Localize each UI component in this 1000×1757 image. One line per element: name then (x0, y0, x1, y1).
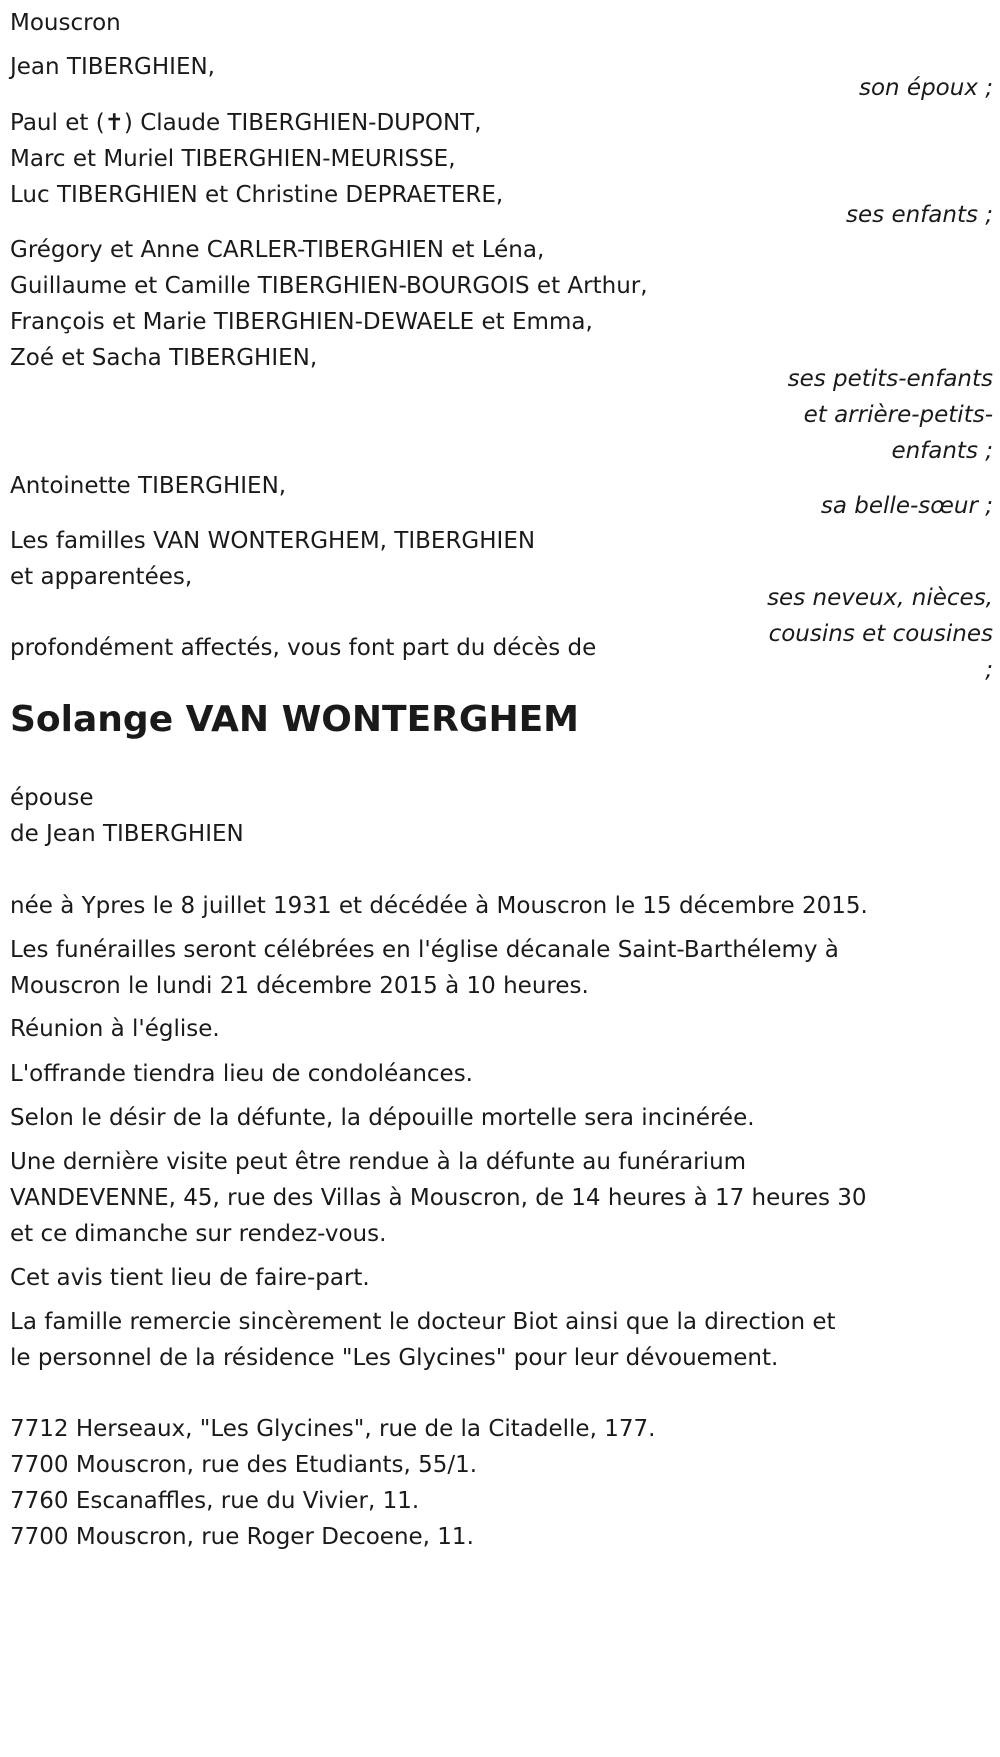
visit-line: VANDEVENNE, 45, rue des Villas à Mouscron, de 14 heures à 17 heures 30 (10, 1185, 867, 1211)
visit-line: et ce dimanche sur rendez-vous. (10, 1221, 387, 1247)
spouse-of-line: épouse (10, 785, 94, 811)
address-line: 7700 Mouscron, rue Roger Decoene, 11. (10, 1524, 474, 1550)
offering: L'offrande tiendra lieu de condoléances. (10, 1061, 473, 1087)
spouse-relation: son époux ; (858, 75, 993, 101)
child-line: Marc et Muriel TIBERGHIEN-MEURISSE, (10, 146, 456, 172)
grandchildren-relation: et arrière-petits- (803, 402, 993, 428)
city: Mouscron (10, 10, 121, 36)
announcement: profondément affectés, vous font part du décès de (10, 635, 597, 661)
notice: Cet avis tient lieu de faire-part. (10, 1265, 370, 1291)
spouse: Jean TIBERGHIEN, (10, 54, 215, 80)
address-line: 7760 Escanaffles, rue du Vivier, 11. (10, 1488, 420, 1514)
grandchild-line: Zoé et Sacha TIBERGHIEN, (10, 345, 318, 371)
deceased-name: Solange VAN WONTERGHEM (10, 699, 579, 740)
families-relation: ; (985, 657, 993, 683)
grandchild-line: François et Marie TIBERGHIEN-DEWAELE et Emma, (10, 309, 593, 335)
meeting: Réunion à l'église. (10, 1016, 220, 1042)
thanks-line: La famille remercie sincèrement le docteur Biot ainsi que la direction et (10, 1309, 836, 1335)
grandchildren-relation: enfants ; (891, 438, 993, 464)
sister-in-law-relation: sa belle-sœur ; (820, 493, 993, 519)
grandchildren-relation: ses petits-enfants (787, 366, 993, 392)
sister-in-law: Antoinette TIBERGHIEN, (10, 473, 287, 499)
children-relation: ses enfants ; (846, 202, 993, 228)
spouse-of-line: de Jean TIBERGHIEN (10, 821, 244, 847)
families-relation: ses neveux, nièces, (767, 585, 993, 611)
funeral-line: Mouscron le lundi 21 décembre 2015 à 10 heures. (10, 973, 589, 999)
families-relation: cousins et cousines (768, 621, 993, 647)
grandchild-line: Guillaume et Camille TIBERGHIEN-BOURGOIS et Arthur, (10, 273, 648, 299)
thanks-line: le personnel de la résidence "Les Glycines" pour leur dévouement. (10, 1345, 779, 1371)
address-line: 7712 Herseaux, "Les Glycines", rue de la Citadelle, 177. (10, 1416, 656, 1442)
grandchild-line: Grégory et Anne CARLER-TIBERGHIEN et Léna, (10, 237, 545, 263)
child-line: Paul et (✝) Claude TIBERGHIEN-DUPONT, (10, 110, 482, 136)
birth-death: née à Ypres le 8 juillet 1931 et décédée à Mouscron le 15 décembre 2015. (10, 893, 868, 919)
address-line: 7700 Mouscron, rue des Etudiants, 55/1. (10, 1452, 478, 1478)
families-line: Les familles VAN WONTERGHEM, TIBERGHIEN (10, 528, 536, 554)
funeral-line: Les funérailles seront célébrées en l'église décanale Saint-Barthélemy à (10, 937, 839, 963)
child-line: Luc TIBERGHIEN et Christine DEPRAETERE, (10, 182, 504, 208)
cremation: Selon le désir de la défunte, la dépouille mortelle sera incinérée. (10, 1105, 755, 1131)
visit-line: Une dernière visite peut être rendue à la défunte au funérarium (10, 1149, 747, 1175)
families-line: et apparentées, (10, 564, 193, 590)
